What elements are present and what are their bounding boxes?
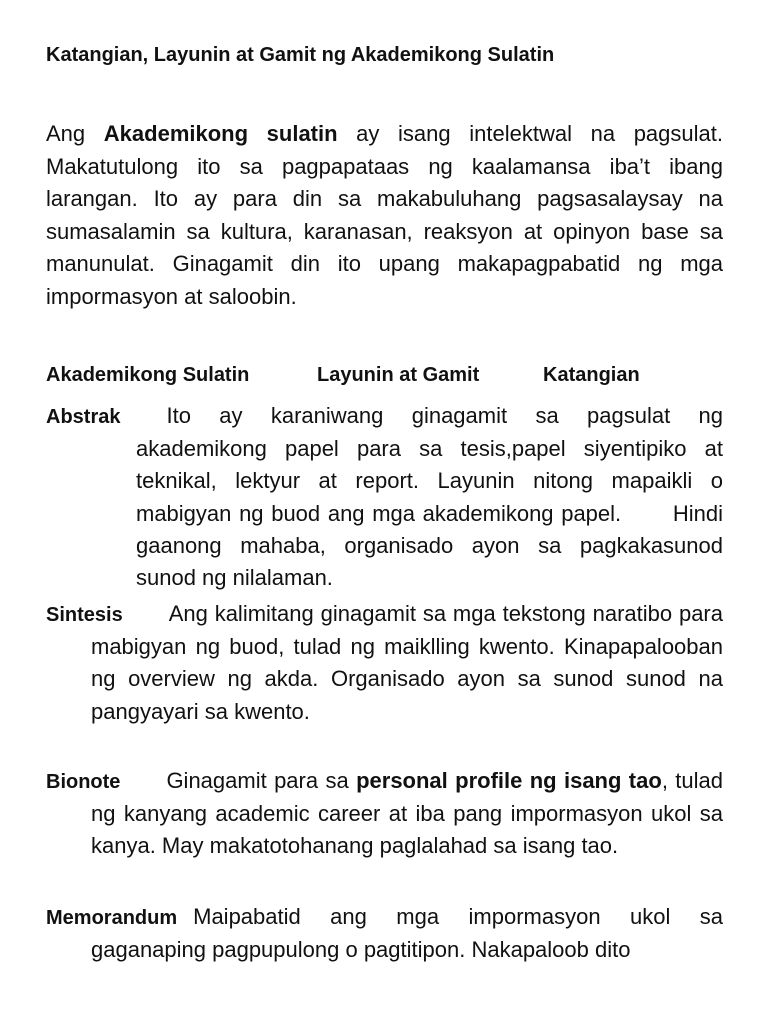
header-layunin-at-gamit: Layunin at Gamit bbox=[317, 364, 480, 386]
term-abstrak: Abstrak bbox=[46, 406, 121, 428]
entry-bionote bbox=[46, 765, 723, 863]
bionote-bold: personal profile ng isang tao bbox=[356, 768, 662, 793]
abstrak-katangian: Hindi gaanong mahaba, organisado ayon sa pagkakasunod sunod ng nilalaman. bbox=[136, 500, 723, 591]
intro-rest: ay isang intelektwal na pagsulat. Makatutulong ito sa pagpapataas ng kaalamansa iba’t ibang larangan. Ito ay para din sa makabuluhang pagsasalaysay na sumasalamin sa kultura, karanasan, reaksyon at opinyon base sa manunulat. Ginagamit din ito upang makapagpabatid ng mga impormasyon at saloobin. bbox=[46, 121, 723, 309]
entry-memorandum bbox=[46, 901, 723, 966]
entry-abstrak bbox=[46, 400, 723, 594]
term-bionote: Bionote bbox=[46, 771, 121, 793]
intro-bold-term: Akademikong sulatin bbox=[103, 121, 338, 146]
header-akademikong-sulatin: Akademikong Sulatin bbox=[46, 364, 250, 386]
sintesis-text: Ang kalimitang ginagamit sa mga tekstong naratibo para mabigyan ng buod, tulad ng maiklling kwento. Kinapapalooban ng overview ng akda. Organisado ayon sa sunod sunod na pangyayari sa kwento. bbox=[91, 601, 723, 724]
memorandum-text: Maipabatid ang mga impormasyon ukol sa gaganaping pagpupulong o pagtitipon. Nakapaloob dito bbox=[91, 904, 723, 963]
table-header-row bbox=[46, 362, 640, 388]
bionote-lead: Ginagamit para sa bbox=[166, 768, 357, 793]
intro-paragraph bbox=[46, 118, 723, 313]
term-sintesis: Sintesis bbox=[46, 604, 123, 626]
term-memorandum: Memorandum bbox=[46, 907, 178, 929]
bionote-rest: , tulad ng kanyang academic career at iba pang impormasyon ukol sa kanya. May makatotohanang paglalahad sa isang tao. bbox=[91, 768, 723, 859]
entry-sintesis bbox=[46, 598, 723, 728]
abstrak-layunin: Ito ay karaniwang ginagamit sa pagsulat ng akademikong papel para sa tesis,papel siyentipiko at teknikal, lektyur at report. Layunin nitong mapaikli o mabigyan ng buod ang mga akademikong papel. bbox=[136, 403, 723, 526]
intro-lead: Ang bbox=[46, 121, 104, 146]
header-katangian: Katangian bbox=[543, 364, 640, 386]
document-title: Katangian, Layunin at Gamit ng Akademikong Sulatin bbox=[46, 44, 555, 66]
